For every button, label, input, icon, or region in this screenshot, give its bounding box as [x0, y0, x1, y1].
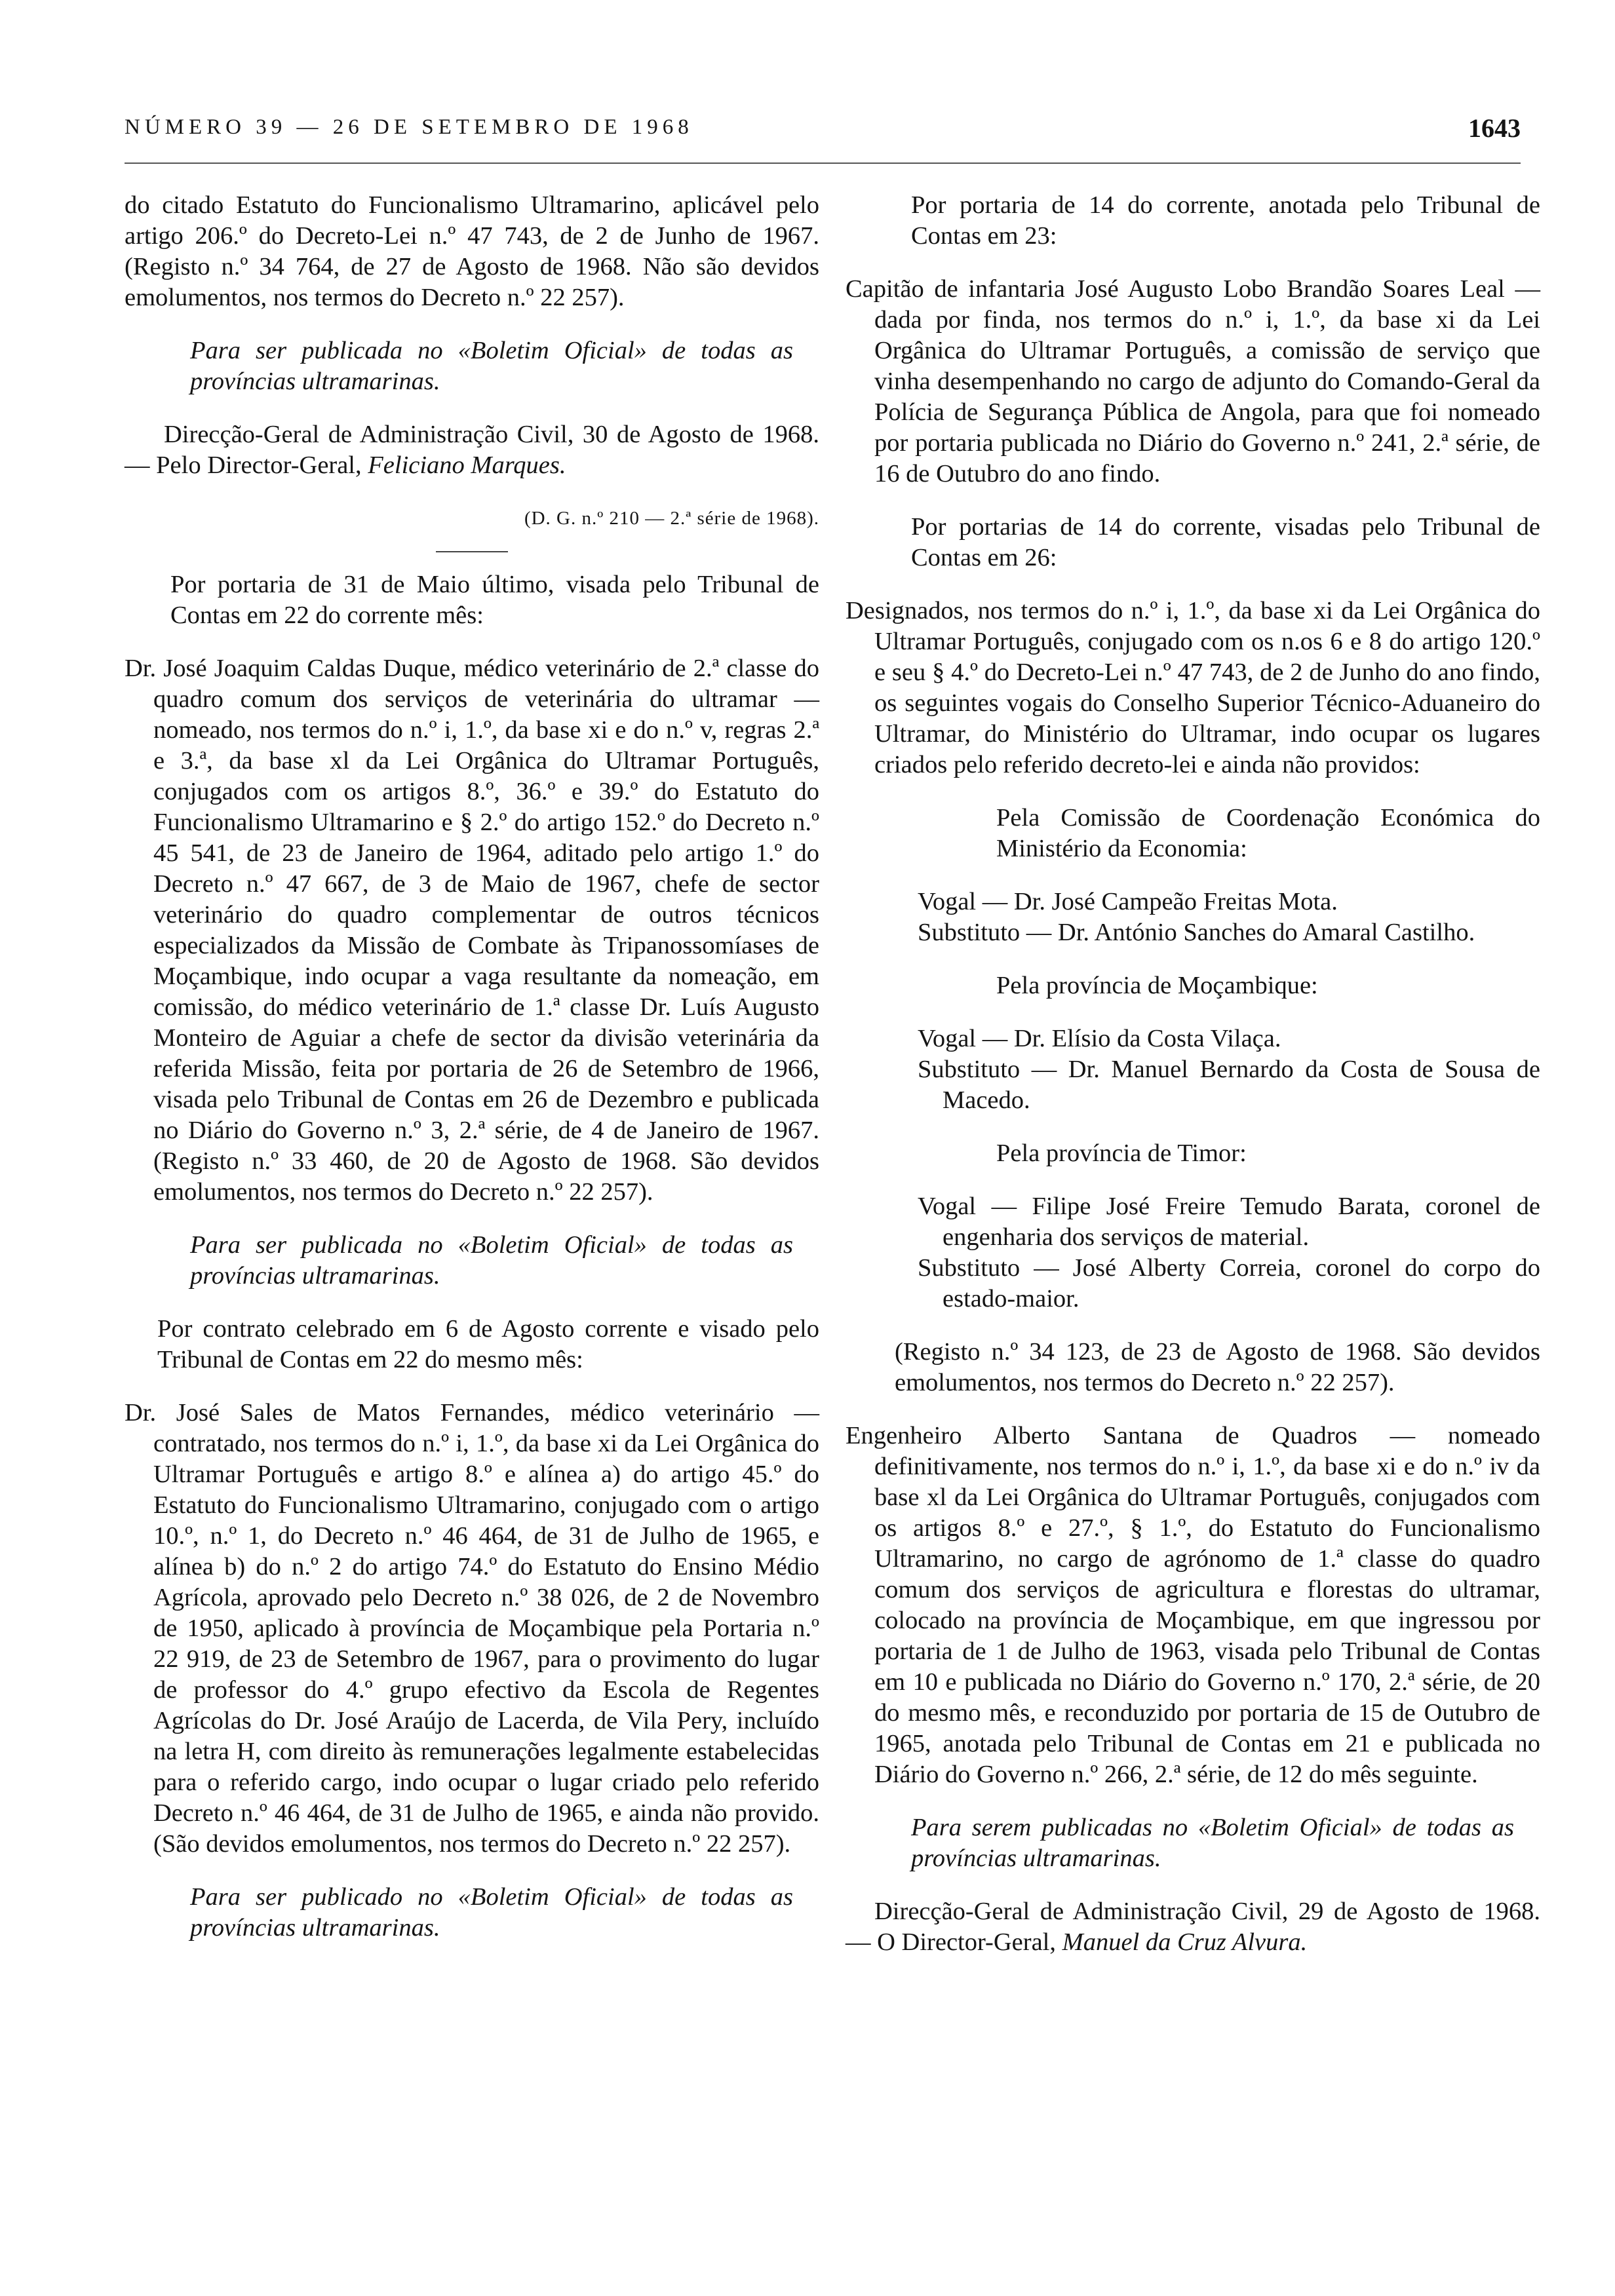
group-heading-economia: Pela Comissão de Coordenação Económica do Ministério da Economia: [996, 804, 1540, 862]
signature-name: Manuel da Cruz Alvura. [1062, 1928, 1308, 1956]
diario-reference: (D. G. n.º 210 — 2.ª série de 1968). [524, 508, 819, 529]
group-heading-mocambique: Pela província de Moçambique: [996, 972, 1318, 999]
publication-note-4: Para serem publicadas no «Boletim Oficial» de todas as províncias ultramarinas. [911, 1814, 1514, 1872]
signature-text: Direcção-Geral de Administração Civil, 29 de Agosto de 1968. — O Director-Geral, [846, 1898, 1540, 1956]
group-mocambique-entries [846, 1024, 1540, 1116]
publication-note-3: Para ser publicado no «Boletim Oficial» de todas as províncias ultramarinas. [190, 1883, 793, 1942]
substituto-entry: Substituto — Dr. Manuel Bernardo da Costa de Sousa de Macedo. [918, 1056, 1540, 1114]
vogal-entry: Vogal — Dr. José Campeão Freitas Mota. [918, 888, 1338, 915]
group-economia-entries [846, 887, 1540, 948]
registo-note: (Registo n.º 34 123, de 23 de Agosto de 1968. São devidos emolumentos, nos termos do Decreto n.º 22 257). [895, 1338, 1540, 1396]
contract-intro: Por contrato celebrado em 6 de Agosto corrente e visado pelo Tribunal de Contas em 22 do mesmo mês: [157, 1315, 819, 1373]
commission-end-lobo-brandao: Capitão de infantaria José Augusto Lobo Brandão Soares Leal — dada por finda, nos termos do n.º i, 1.º, da base xi da Lei Orgânica do Ultramar Português, a comissão de serviço que vinha desempenhando no cargo de adjunto do Comando-Geral da Polícia de Segurança Pública de Angola, para que foi nomeado por portaria publicada no Diário do Governo n.º 241, 2.ª série, de 16 de Outubro do ano findo. [846, 275, 1540, 488]
group-heading-timor: Pela província de Timor: [996, 1139, 1247, 1167]
signature-text: Direcção-Geral de Administração Civil, 30 de Agosto de 1968. — Pelo Director-Geral, [125, 421, 819, 479]
group-timor-entries [846, 1191, 1540, 1314]
vogal-entry: Vogal — Filipe José Freire Temudo Barata, coronel de engenharia dos serviços de material. [918, 1193, 1540, 1251]
designations-intro: Designados, nos termos do n.º i, 1.º, da base xi da Lei Orgânica do Ultramar Português, conjugado com os n.os 6 e 8 do artigo 120.º e seu § 4.º do Decreto-Lei n.º 47 743, de 2 de Junho do ano findo, os seguintes vogais do Conselho Superior Técnico-Aduaneiro do Ultramar, do Ministério do Ultramar, indo ocupar os lugares criados pelo referido decreto-lei e ainda não providos: [846, 597, 1540, 778]
page-number: 1643 [1468, 113, 1521, 143]
signature-block-left [125, 419, 819, 481]
appointment-caldas-duque: Dr. José Joaquim Caldas Duque, médico veterinário de 2.ª classe do quadro comum dos serviços de veterinária do ultramar — nomeado, nos termos do n.º i, 1.º, da base xi e do n.º v, regras 2.ª e 3.ª, da base xl da Lei Orgânica do Ultramar Português, conjugados com os artigos 8.º, 36.º e 39.º do Estatuto do Funcionalismo Ultramarino e § 2.º do artigo 152.º do Decreto n.º 45 541, de 23 de Janeiro de 1964, aditado pelo artigo 1.º do Decreto n.º 47 667, de 3 de Maio de 1967, chefe de sector veterinário do quadro complementar de outros técnicos especializados da Missão de Combate às Tripanossomíases de Moçambique, indo ocupar a vaga resultante da nomeação, em comissão, do médico veterinário de 1.ª classe Dr. Luís Augusto Monteiro de Aguiar a chefe de sector da divisão veterinária da referida Missão, feita por portaria de 26 de Setembro de 1966, visada pelo Tribunal de Contas em 26 de Dezembro e publicada no Diário do Governo n.º 3, 2.ª série, de 4 de Janeiro de 1967. (Registo n.º 33 460, de 20 de Agosto de 1968. São devidos emolumentos, nos termos do Decreto n.º 22 257). [125, 655, 819, 1206]
signature-block-right [846, 1896, 1540, 1958]
right-column [846, 190, 1540, 1958]
section-separator [436, 551, 508, 552]
portaria-intro-2: Por portaria de 14 do corrente, anotada pelo Tribunal de Contas em 23: [911, 191, 1540, 250]
appointment-sales-fernandes: Dr. José Sales de Matos Fernandes, médico veterinário — contratado, nos termos do n.º i, 1.º, da base xi da Lei Orgânica do Ultramar Português e artigo 8.º e alínea a) do artigo 45.º do Estatuto do Funcionalismo Ultramarino, conjugado com o artigo 10.º, n.º 1, do Decreto n.º 46 464, de 31 de Julho de 1965, e alínea b) do n.º 2 do artigo 74.º do Estatuto do Ensino Médio Agrícola, aprovado pelo Decreto n.º 38 026, de 2 de Novembro de 1950, aplicado à província de Moçambique pela Portaria n.º 22 919, de 23 de Setembro de 1967, para o provimento do lugar de professor do 4.º grupo efectivo da Escola de Regentes Agrícolas do Dr. José Araújo de Lacerda, de Vila Pery, incluído na letra H, com direito às remunerações legalmente estabelecidas para o referido cargo, indo ocupar o lugar criado pelo referido Decreto n.º 46 464, de 31 de Julho de 1965, e ainda não provido. (São devidos emolumentos, nos termos do Decreto n.º 22 257). [125, 1399, 819, 1858]
header-rule [125, 163, 1521, 164]
publication-note-2: Para ser publicada no «Boletim Oficial» de todas as províncias ultramarinas. [190, 1231, 793, 1290]
publication-note-1: Para ser publicada no «Boletim Oficial» de todas as províncias ultramarinas. [190, 337, 793, 395]
portaria-intro-1: Por portaria de 31 de Maio último, visada pelo Tribunal de Contas em 22 do corrente mês: [170, 571, 819, 629]
left-column [125, 190, 819, 1943]
appointment-santana-quadros: Engenheiro Alberto Santana de Quadros — nomeado definitivamente, nos termos do n.º i, 1.º, da base xi e do n.º iv da base xl da Lei Orgânica do Ultramar Português, conjugados com os artigos 8.º e 27.º, § 1.º, do Estatuto do Funcionalismo Ultramarino, no cargo de agrónomo de 1.ª classe do quadro comum dos serviços de agricultura e florestas do ultramar, colocado na província de Moçambique, em que ingressou por portaria de 1 de Julho de 1963, visada pelo Tribunal de Contas em 10 e publicada no Diário do Governo n.º 170, 2.ª série, de 20 do mesmo mês, e reconduzido por portaria de 15 de Outubro de 1965, anotada pelo Tribunal de Contas em 21 e publicada no Diário do Governo n.º 266, 2.ª série, de 12 do mês seguinte. [846, 1422, 1540, 1788]
vogal-entry: Vogal — Dr. Elísio da Costa Vilaça. [918, 1025, 1281, 1052]
portaria-intro-3: Por portarias de 14 do corrente, visadas pelo Tribunal de Contas em 26: [911, 513, 1540, 571]
issue-line: NÚMERO 39 — 26 DE SETEMBRO DE 1968 [125, 115, 693, 139]
left-paragraph-1: do citado Estatuto do Funcionalismo Ultramarino, aplicável pelo artigo 206.º do Decreto-Lei n.º 47 743, de 2 de Junho de 1967. (Registo n.º 34 764, de 27 de Agosto de 1968. Não são devidos emolumentos, nos termos do Decreto n.º 22 257). [125, 191, 819, 311]
substituto-entry: Substituto — José Alberty Correia, coronel do corpo do estado-maior. [918, 1254, 1540, 1312]
signature-name: Feliciano Marques. [368, 451, 566, 479]
page-header [125, 110, 1521, 156]
substituto-entry: Substituto — Dr. António Sanches do Amaral Castilho. [918, 919, 1475, 946]
